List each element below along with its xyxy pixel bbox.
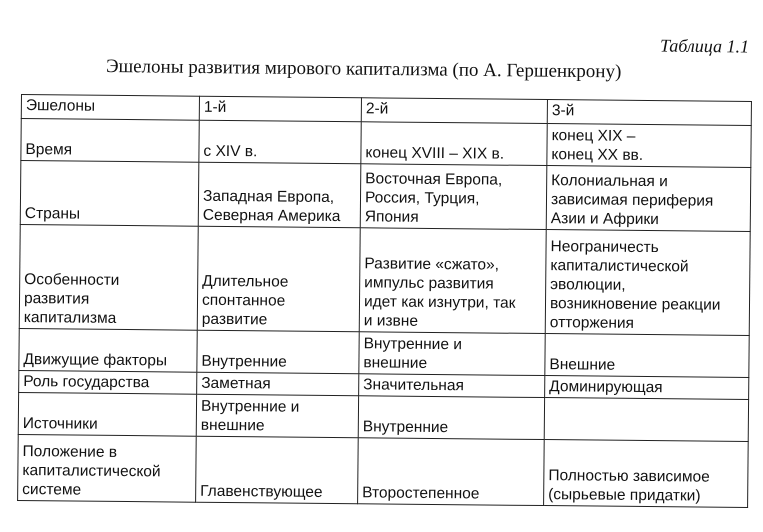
table-cell: Внешние <box>545 334 749 378</box>
row-label: Движущие факторы <box>19 328 197 372</box>
table-cell <box>544 398 748 442</box>
table-cell: Восточная Европа, Россия, Турция, Япония <box>360 164 547 230</box>
echelons-table <box>17 94 752 508</box>
table-row-features <box>19 224 750 335</box>
table-cell: с XIV в. <box>199 120 361 164</box>
table-cell: Доминирующая <box>545 376 749 400</box>
header-cell-echelons: Эшелоны <box>21 95 199 121</box>
table-container <box>17 94 751 508</box>
page-title: Эшелоны развития мирового капитализма (по А. Гершенкрону) <box>105 56 622 83</box>
table-cell: конец XVIII – XIX в. <box>361 122 547 166</box>
table-cell: Заметная <box>197 372 359 396</box>
table-cell: Внутренние <box>358 396 544 440</box>
table-cell: Внутренние и внешние <box>359 332 545 376</box>
table-row-countries <box>20 161 751 232</box>
table-cell: Второстепенное <box>358 438 545 506</box>
row-label: Источники <box>18 392 196 436</box>
table-row-time <box>21 119 751 168</box>
table-cell: Значительная <box>359 374 545 398</box>
table-cell: Колониальная и зависимая периферия Азии и Африки <box>546 166 751 232</box>
table-cell: Длительное спонтанное развитие <box>197 226 360 332</box>
table-cell: Внутренние и внешние <box>196 394 358 438</box>
table-row-sources <box>18 392 748 441</box>
row-label: Роль государства <box>19 370 197 394</box>
row-label: Особенности развития капитализма <box>19 224 198 330</box>
table-cell: Западная Европа, Северная Америка <box>198 162 361 228</box>
table-cell: Неограничесть капиталистической эволюции, возникновение реакции отторжения <box>545 230 750 336</box>
table-cell: Развитие «сжато», импульс развития идет как изнутри, так и извне <box>359 228 546 334</box>
table-cell: Внутренние <box>197 330 359 374</box>
table-row-driving-factors <box>19 328 749 377</box>
table-row-position <box>18 434 749 507</box>
header-cell-second: 2-й <box>361 98 547 124</box>
header-cell-third: 3-й <box>547 100 751 126</box>
row-label: Время <box>21 119 199 163</box>
table-cell: конец XIX – конец XX вв. <box>547 124 751 168</box>
table-cell: Полностью зависимое (сырьевые придатки) <box>544 440 749 508</box>
table-cell: Главенствующее <box>196 436 359 504</box>
row-label: Страны <box>20 161 199 227</box>
row-label: Положение в капиталистической системе <box>18 434 197 502</box>
header-cell-first: 1-й <box>199 96 361 122</box>
table-label: Таблица 1.1 <box>659 35 750 57</box>
